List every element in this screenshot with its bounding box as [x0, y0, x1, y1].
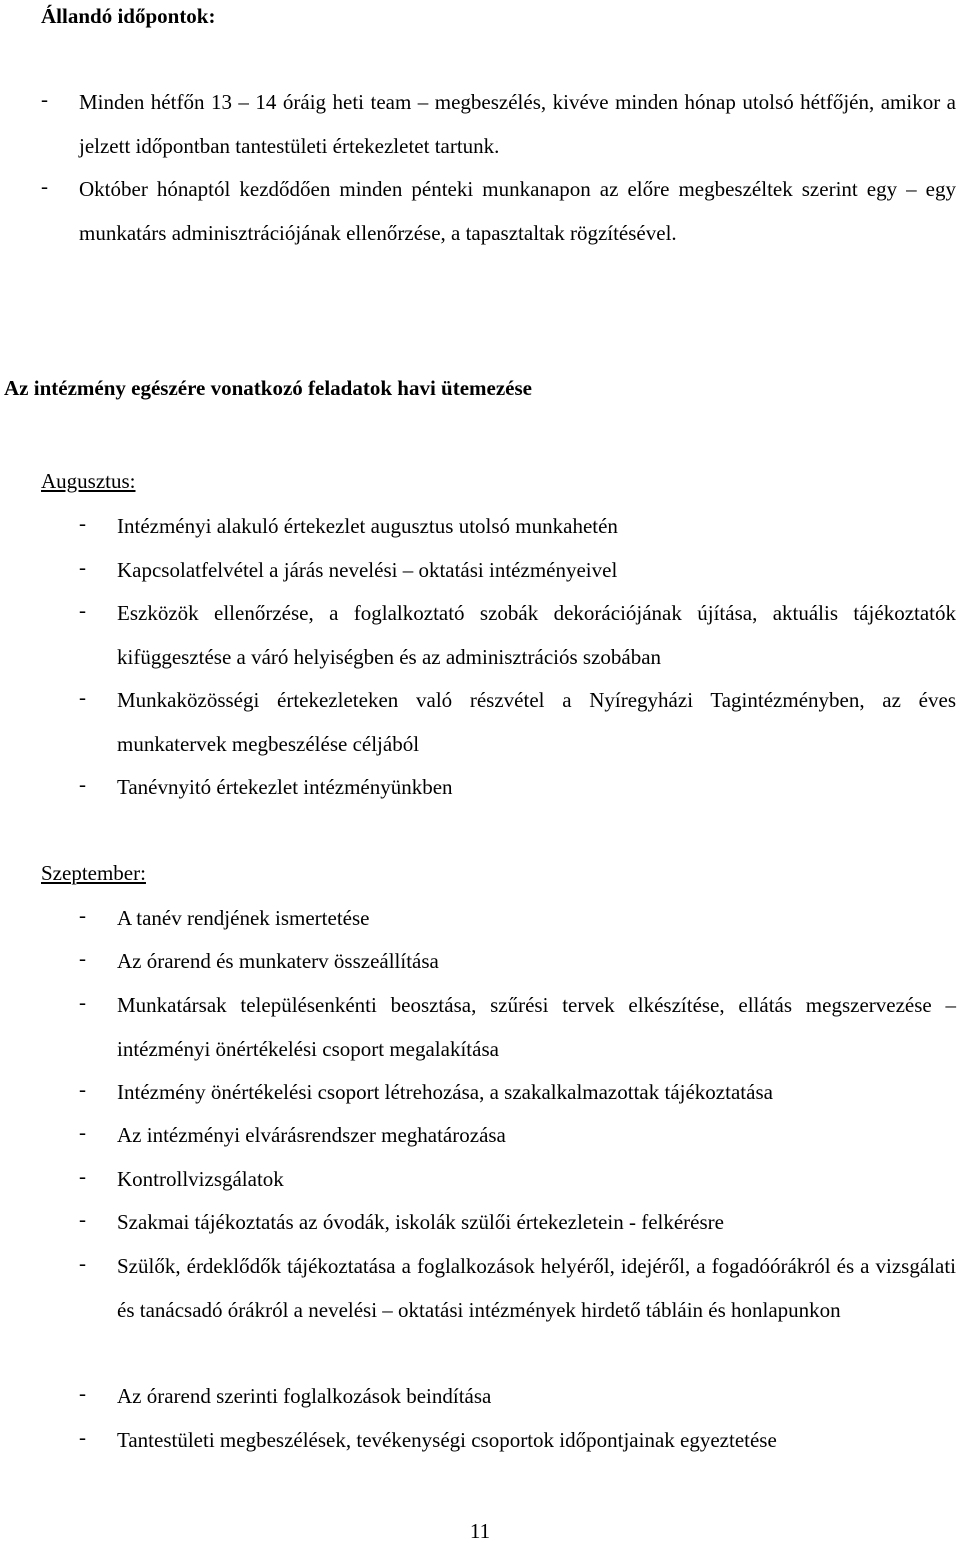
- list-item-text: Szülők, érdeklődők tájékoztatása a foglalkozások helyéről, idejéről, a fogadóórákról és a vizsgálati és tanácsadó órákról a nevelési – oktatási intézmények hirdető tábláin és honlapunkon: [117, 1254, 956, 1322]
- bullet-dash: -: [79, 772, 86, 796]
- list-item-text: Kontrollvizsgálatok: [117, 1167, 284, 1191]
- bullet-dash: -: [79, 946, 86, 970]
- list-item-text: Kapcsolatfelvétel a járás nevelési – oktatási intézményeivel: [117, 558, 618, 582]
- page-number: 11: [469, 1519, 491, 1543]
- bullet-dash: -: [79, 1077, 86, 1101]
- list-item-text: Munkatársak településenkénti beosztása, szűrési tervek elkészítése, ellátás megszervezése – intézményi önértékelési csoport megalakítása: [117, 993, 956, 1061]
- bullet-dash: -: [79, 1207, 86, 1231]
- list-item-text: Az órarend szerinti foglalkozások beindítása: [117, 1384, 492, 1408]
- list-item-text: Munkaközösségi értekezleteken való részvétel a Nyíregyházi Tagintézményben, az éves munkatervek megbeszélése céljából: [117, 688, 956, 756]
- bullet-dash: -: [79, 990, 86, 1014]
- bullet-dash: -: [79, 1425, 86, 1449]
- bullet-dash: -: [79, 555, 86, 579]
- list-item-text: Az órarend és munkaterv összeállítása: [117, 949, 439, 973]
- list-item-text: Eszközök ellenőrzése, a foglalkoztató szobák dekorációjának újítása, aktuális tájékoztatók kifüggesztése a váró helyiségben és az adminisztrációs szobában: [117, 601, 956, 669]
- list-item-text: Szakmai tájékoztatás az óvodák, iskolák szülői értekezletein - felkérésre: [117, 1210, 724, 1234]
- list-item-text: Intézményi alakuló értekezlet augusztus utolsó munkahetén: [117, 514, 618, 538]
- list-item-text: Intézmény önértékelési csoport létrehozása, a szakalkalmazottak tájékoztatása: [117, 1080, 773, 1104]
- month-label-august: Augusztus:: [41, 469, 136, 493]
- bullet-dash: -: [79, 511, 86, 535]
- bullet-dash: -: [79, 685, 86, 709]
- bullet-dash: -: [41, 87, 48, 111]
- list-item-text: Tanévnyitó értekezlet intézményünkben: [117, 775, 453, 799]
- list-item-text: Tantestületi megbeszélések, tevékenységi csoportok időpontjainak egyeztetése: [117, 1428, 777, 1452]
- bullet-dash: -: [79, 598, 86, 622]
- section-title-permanent-times: Állandó időpontok:: [41, 4, 216, 28]
- bullet-dash: -: [79, 1120, 86, 1144]
- list-item-text: Az intézményi elvárásrendszer meghatározása: [117, 1123, 506, 1147]
- list-item-text: A tanév rendjének ismertetése: [117, 906, 370, 930]
- list-item-text: Október hónaptól kezdődően minden pénteki munkanapon az előre megbeszéltek szerint egy – egy munkatárs adminisztrációjának ellenőrzése, a tapasztaltak rögzítésével.: [79, 177, 956, 245]
- bullet-dash: -: [79, 903, 86, 927]
- section-title-monthly-schedule: Az intézmény egészére vonatkozó feladatok havi ütemezése: [4, 376, 532, 400]
- bullet-dash: -: [79, 1251, 86, 1275]
- month-label-september: Szeptember:: [41, 861, 146, 885]
- bullet-dash: -: [41, 174, 48, 198]
- bullet-dash: -: [79, 1164, 86, 1188]
- bullet-dash: -: [79, 1381, 86, 1405]
- list-item-text: Minden hétfőn 13 – 14 óráig heti team – megbeszélés, kivéve minden hónap utolsó hétfőjén, amikor a jelzett időpontban tantestületi értekezletet tartunk.: [79, 90, 956, 158]
